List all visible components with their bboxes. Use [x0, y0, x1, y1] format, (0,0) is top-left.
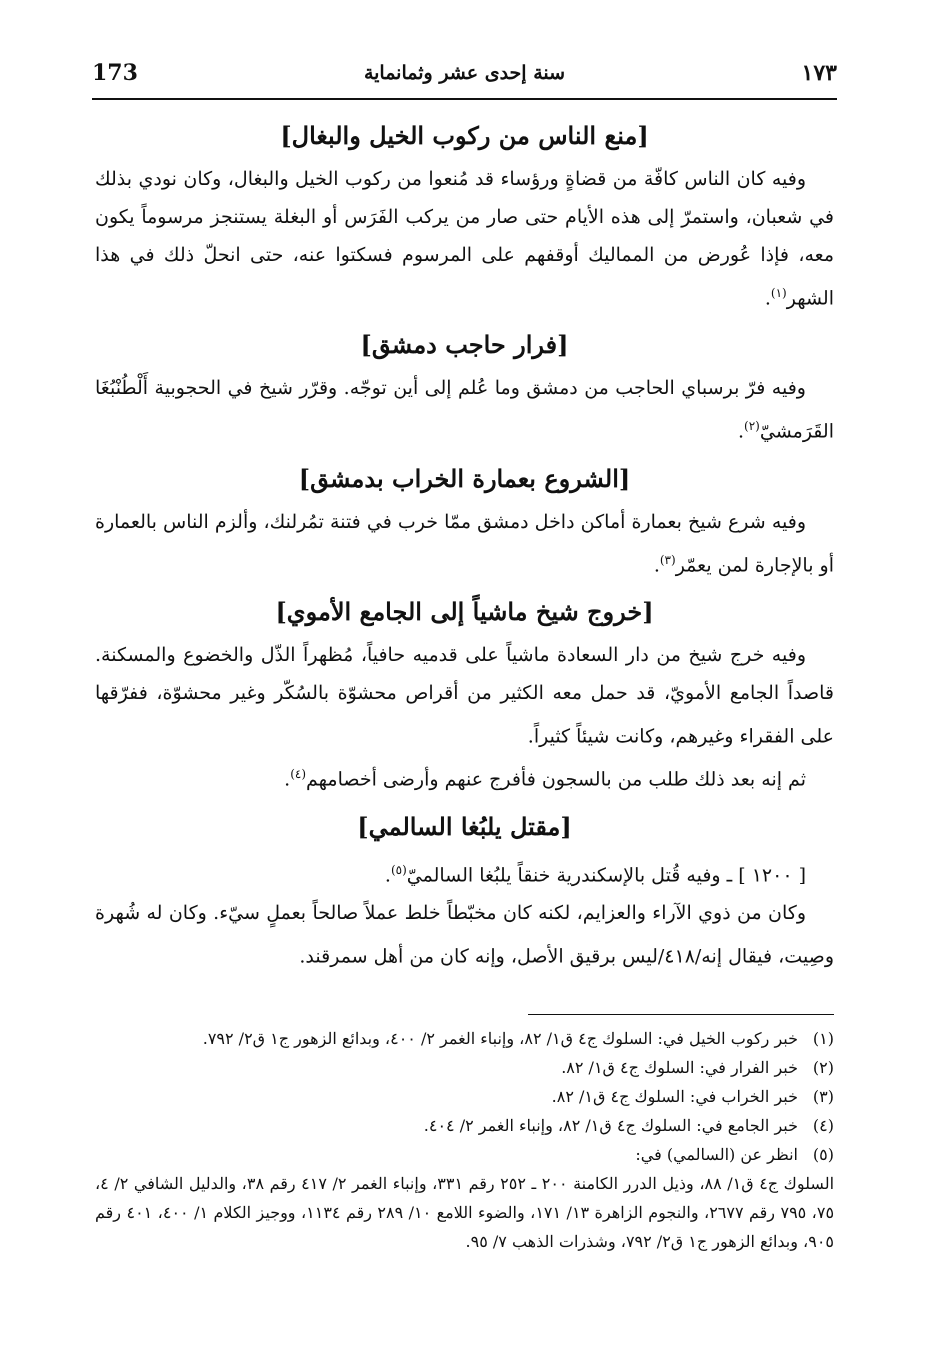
- footnote-ref: (٥): [390, 862, 407, 877]
- paragraph: وفيه كان الناس كافّة من قضاةٍ ورؤساء قد مُنعوا من ركوب الخيل والبغال، وكان نودي بذلك في شعبان، واستمرّ إلى هذه الأيام حتى صار من يركب الفَرَس أو البغلة يستنجز مرسوماً يكون معه، فإذا عُورض من المماليك أوقفهم على المرسوم فسكتوا عنه، حتى انحلّ ذلك في هذا الشهر$^{(١)}$.: [95, 168, 835, 310]
- footnote-number: (٤): [812, 1116, 834, 1135]
- paragraph: وفيه فرّ برسباي الحاجب من دمشق وما عُلم إلى أين توجّه. وقرّر شيخ في الحجوبية أَلْطُنْبُغَا القَرَمشيّ$^{(٢)}$.: [95, 377, 834, 443]
- section-heading: [منع الناس من ركوب الخيل والبغال]: [280, 121, 649, 150]
- footnote-text: خبر الفرار في: السلوك ج٤ ق١/ ٨٢.: [561, 1058, 798, 1077]
- footnote-ref: (٢): [744, 419, 760, 434]
- footnote-number: (٢): [812, 1058, 834, 1077]
- footnote-divider: [528, 1014, 834, 1015]
- section-heading: [مقتل يلبُغا السالمي]: [357, 811, 572, 841]
- page-number-latin: 173: [92, 60, 138, 86]
- footnote-ref: (٤): [290, 767, 307, 782]
- footnote-ref: (٣): [659, 552, 676, 567]
- footnote-text: خبر ركوب الخيل في: السلوك ج٤ ق١/ ٨٢، وإنباء الغمر ٢/ ٤٠٠، وبدائع الزهور ج١ ق٢/ ٧٩٢.: [202, 1029, 798, 1048]
- section-heading: [الشروع بعمارة الخراب بدمشق]: [298, 463, 631, 493]
- paragraph: وفيه شرع شيخ بعمارة أماكن داخل دمشق ممّا خرب في فتنة تمُرلنك، وألزم الناس بالعمارة أو بالإجارة لمن يعمّر$^{(٣)}$.: [95, 510, 834, 576]
- page-header: [92, 58, 837, 100]
- footnote-text: خبر الخراب في: السلوك ج٤ ق١/ ٨٢.: [551, 1087, 798, 1106]
- page-number-arabic: ١٧٣: [801, 60, 837, 86]
- footnote: [95, 1024, 834, 1053]
- paragraph: وفيه خرج شيخ من دار السعادة ماشياً على قدميه حافياً، مُظهراً الذّل والخضوع والمسكنة. قاصداً الجامع الأمويّ، قد حمل معه الكثير من أقراص محشوّة بالسُكّر وغير محشوّة، ففرّقها على الفقراء وغيرهم، وكانت شيئاً كثيراً.: [95, 643, 834, 748]
- footnote-number: (٣): [812, 1087, 834, 1106]
- paragraph: [ ١٢٠٠ ] ـ وفيه قُتل بالإسكندرية خنقاً يلبُغا السالميّ$^{(٥)}$.: [384, 862, 806, 886]
- footnotes: [95, 1024, 834, 1256]
- paragraph: وكان من ذوي الآراء والعزايم، لكنه كان مخبّطاً خلط عملاً صالحاً بعملٍ سيّء. وكان له شُهرة وصِيت، فيقال إنه/٤١٨/ليس برقيق الأصل، وإنه كان من أهل سمرقند.: [95, 901, 834, 968]
- footnote: [95, 1053, 834, 1082]
- footnote: [95, 1111, 834, 1140]
- footnote-text: انظر عن (السالمي) في:: [635, 1145, 798, 1164]
- section-heading: [فرار حاجب دمشق]: [360, 330, 569, 360]
- paragraph: ثم إنه بعد ذلك طلب من بالسجون فأفرج عنهم وأرضى أخصامهم$^{(٤)}$.: [284, 767, 806, 791]
- footnote: [95, 1140, 834, 1169]
- running-title: سنة إحدى عشر وثمانماية: [363, 62, 566, 84]
- footnote-number: (١): [812, 1029, 834, 1048]
- main-text: [95, 108, 834, 975]
- footnote-ref: (١): [770, 286, 787, 300]
- footnote-number: (٥): [812, 1145, 834, 1164]
- footnote-continuation: السلوك ج٤ ق١/ ٨٨، وذيل الدرر الكامنة ٢٠٠ ـ ٢٥٢ رقم ٣٣١، وإنباء الغمر ٢/ ٤١٧ رقم ٣٨، والدليل الشافي ٢/ ٤، ٧٥، ٧٩٥ رقم ٢٦٧٧، والنجوم الزاهرة ١٣/ ١٧١، والضوء اللامع ١٠/ ٢٨٩ رقم ١١٣٤، ووجيز الكلام ١/ ٤٠٠، ٤٠١ رقم ٩٠٥، وبدائع الزهور ج١ ق٢/ ٧٩٢، وشذرات الذهب ٧/ ٩٥.: [95, 1174, 835, 1251]
- footnote-text: خبر الجامع في: السلوك ج٤ ق١/ ٨٢، وإنباء الغمر ٢/ ٤٠٤.: [423, 1116, 798, 1135]
- footnote: [95, 1082, 834, 1111]
- section-heading: [خروج شيخ ماشياً إلى الجامع الأموي]: [275, 596, 654, 626]
